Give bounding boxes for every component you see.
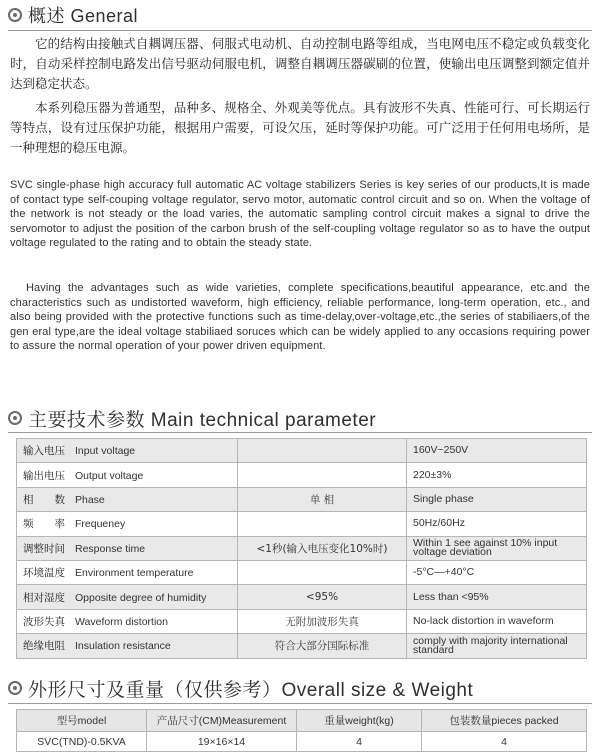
general-cn-paragraph-1: 它的结构由接触式自耦调压器、伺服式电动机、自动控制电路等组成，当电网电压不稳定或负载变化时，自动采样控制电路发出信号驱动伺服电机，调整自耦调压器碳刷的位置，使输出电压调整到额定值并达到稳定状态。 [10, 36, 590, 91]
param-value: -5°C—+40°C [407, 560, 587, 584]
table-header-row [17, 710, 587, 732]
pieces-cell: 4 [422, 732, 587, 752]
param-mid: <95% [238, 585, 407, 609]
param-mid: 单 相 [238, 487, 407, 511]
param-mid: <1秒(输入电压变化10%时) [238, 536, 407, 560]
param-en-label: Input voltage [75, 445, 136, 458]
general-en-paragraph-2: Having the advantages such as wide varieties, complete specifications,beautiful appearance, etc.and the characteristics such as undistorted waveform, high efficiency, reliable performance, long-term operation, etc., and also being provided with the protective functions such as time-delay,over-voltage,etc.,the series of stabiliaers,of the gen eral type,are the ideal voltage stabiliaed soruces which can be widely applied to any occasions requiring power to assure the normal operation of your power driven equipment. [10, 282, 590, 353]
table-row [17, 609, 587, 633]
weight-cell: 4 [297, 732, 422, 752]
param-en-label: Environment temperature [75, 567, 194, 580]
params-section-header [8, 407, 376, 429]
param-cn-label: 调整时间 [23, 542, 65, 555]
table-row [17, 463, 587, 487]
param-value: 50Hz/60Hz [407, 512, 587, 536]
table-row [17, 512, 587, 536]
table-row [17, 487, 587, 511]
circle-bullet-icon [8, 8, 22, 22]
param-value: 160V~250V [407, 439, 587, 463]
param-mid [238, 560, 407, 584]
param-cn-label: 波形失真 [23, 615, 65, 628]
param-en-label: Waveform distortion [75, 615, 168, 628]
params-divider [8, 432, 592, 433]
params-table [16, 438, 587, 659]
param-cn-label: 输出电压 [23, 469, 65, 482]
measurement-cell: 19×16×14 [147, 732, 297, 752]
param-en-label: Frequeney [75, 518, 126, 531]
table-row [17, 536, 587, 560]
general-section-header [8, 4, 138, 26]
param-cn-label: 相 数 [23, 493, 65, 506]
dims-section-header [8, 677, 473, 699]
table-row [17, 585, 587, 609]
param-cn-label: 绝缘电阻 [23, 640, 65, 653]
param-cn-label: 相对湿度 [23, 591, 65, 604]
column-header: 型号model [17, 710, 147, 732]
general-title: 概述 General [28, 6, 139, 26]
param-cn-label: 频 率 [23, 518, 65, 531]
param-en-label: Insulation resistance [75, 640, 171, 653]
param-en-label: Phase [75, 493, 105, 506]
column-header: 产品尺寸(CM)Measurement [147, 710, 297, 732]
param-mid: 符合大部分国际标准 [238, 634, 407, 658]
dims-divider [8, 703, 592, 704]
column-header: 重量weight(kg) [297, 710, 422, 732]
general-divider [8, 30, 592, 31]
param-value: Less than <95% [407, 585, 587, 609]
param-cn-label: 环境温度 [23, 567, 65, 580]
param-cn-label: 输入电压 [23, 445, 65, 458]
param-mid: 无附加波形失真 [238, 609, 407, 633]
params-title: 主要技术参数 Main technical parameter [28, 409, 377, 431]
dims-table [16, 709, 587, 752]
param-mid [238, 439, 407, 463]
param-value: comply with majority international standard [407, 634, 587, 658]
param-value: Single phase [407, 487, 587, 511]
general-cn-paragraph-2: 本系列稳压器为普通型，品种多、规格全、外观美等优点。具有波形不失真、性能可行、可长期运行等特点，设有过压保护功能，根据用户需要，可设欠压，延时等保护功能。可广泛用于任何用电场所，是一种理想的稳压电源。 [10, 100, 590, 155]
model-cell: SVC(TND)-0.5KVA [17, 732, 147, 752]
table-row [17, 439, 587, 463]
param-value: 220±3% [407, 463, 587, 487]
dims-title: 外形尺寸及重量（仅供参考）Overall size & Weight [28, 679, 474, 701]
table-row [17, 560, 587, 584]
param-value: Within 1 see against 10% input voltage deviation [407, 536, 587, 560]
column-header: 包装数量pieces packed [422, 710, 587, 732]
param-en-label: Opposite degree of humidity [75, 591, 207, 604]
circle-bullet-icon [8, 411, 22, 425]
table-row [17, 634, 587, 658]
circle-bullet-icon [8, 681, 22, 695]
general-en-paragraph-1: SVC single-phase high accuracy full automatic AC voltage stabilizers Series is key series of our products,It is made of contact type self-couping voltage regulator, servo motor, automatic control circuit and so on. When the voltage of the network is not steady or the load varies, the automatic sampling control circuit makes a signal to drive the servomotor to adjust the position of the carbon brush of the self-coupling voltage regulator so as to have the output voltage regulated to the rating and to obtain the steady state. [10, 179, 590, 250]
param-en-label: Output voltage [75, 469, 144, 482]
param-en-label: Response time [75, 542, 146, 555]
param-value: No-lack distortion in waveform [407, 609, 587, 633]
param-mid [238, 463, 407, 487]
param-mid [238, 512, 407, 536]
